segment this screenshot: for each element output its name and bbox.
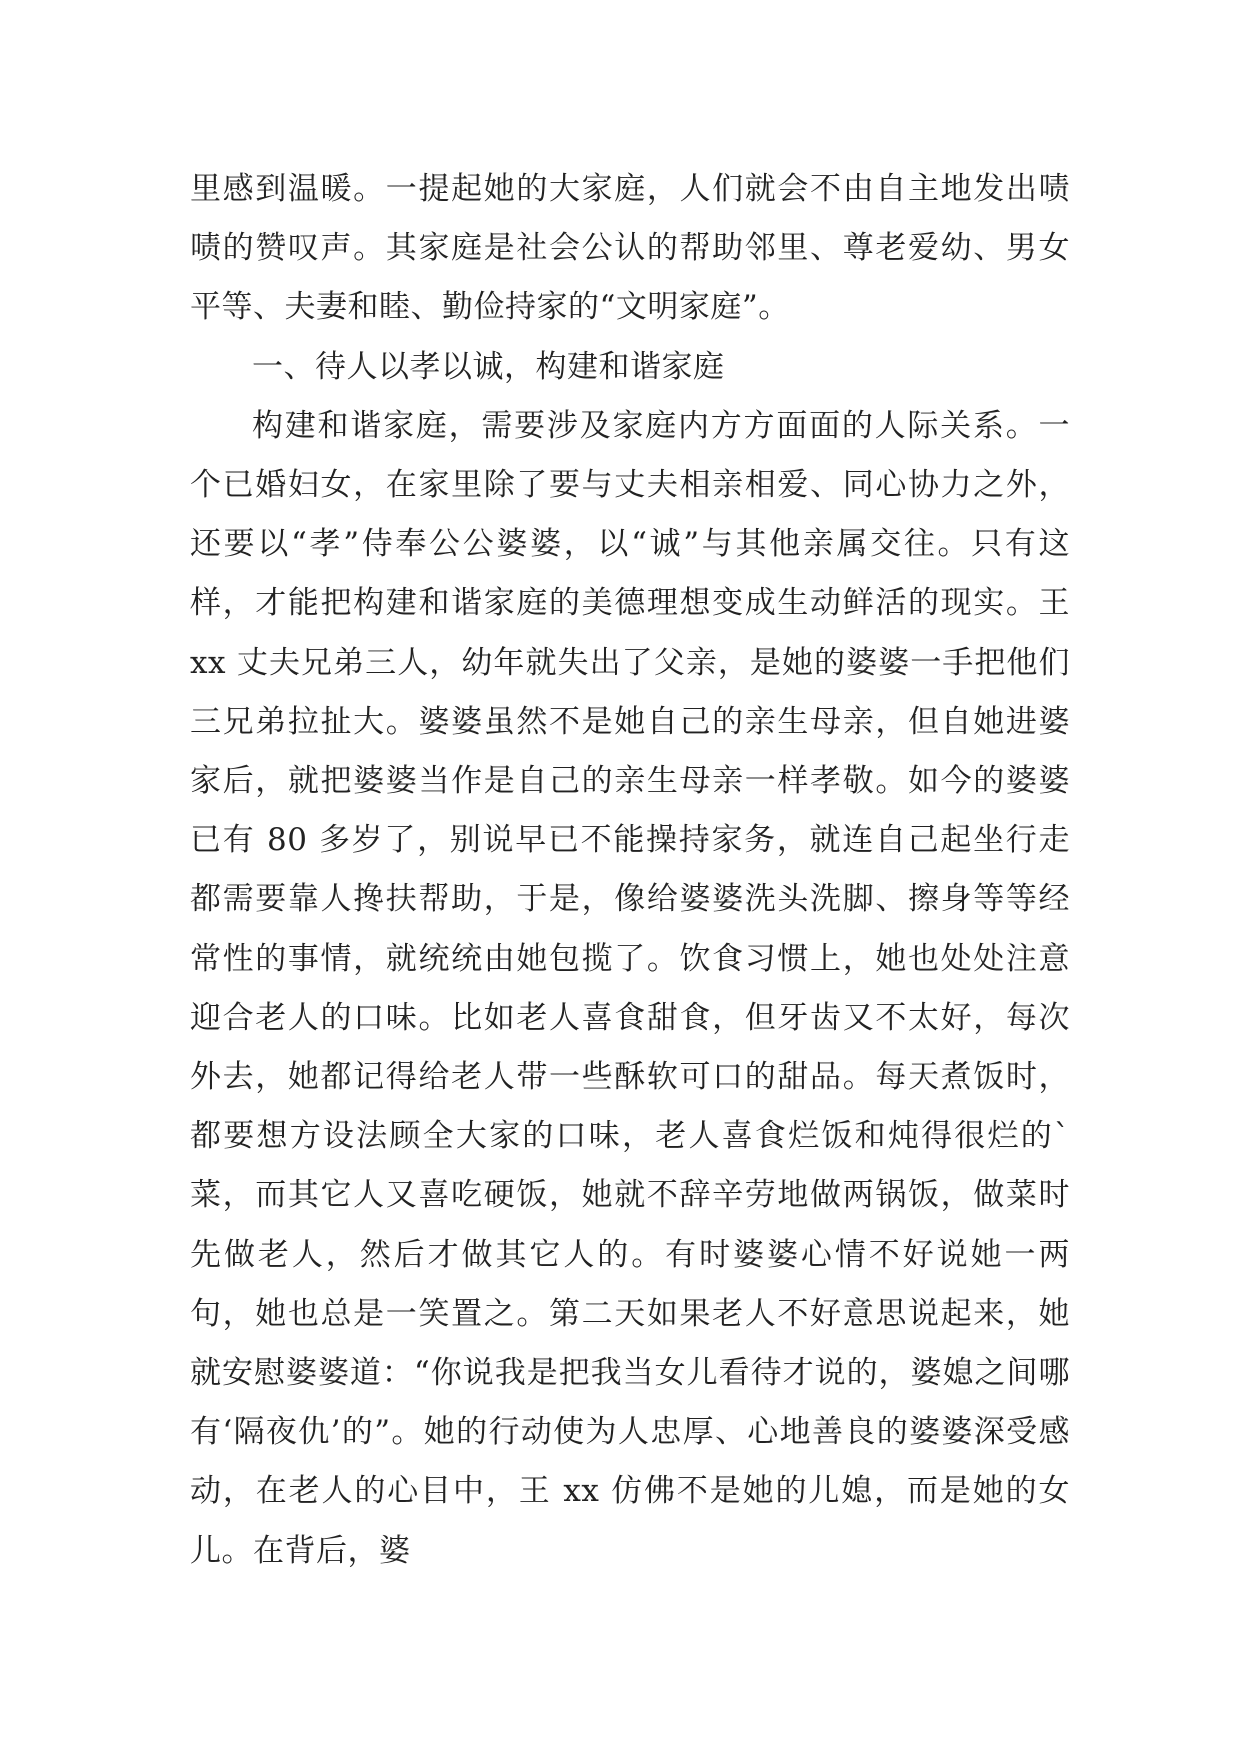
paragraph-body: 构建和谐家庭，需要涉及家庭内方方面面的人际关系。一个已婚妇女，在家里除了要与丈夫相亲相爱、同心协力之外，还要以“孝”侍奉公公婆婆，以“诚”与其他亲属交往。只有这样，才能把构建和谐家庭的美德理想变成生动鲜活的现实。王 xx 丈夫兄弟三人，幼年就失出了父亲，是她的婆婆一手把他们三兄弟拉扯大。婆婆虽然不是她自己的亲生母亲，但自她进婆家后，就把婆婆当作是自己的亲生母亲一样孝敬。如今的婆婆已有 80 多岁了，别说早已不能操持家务，就连自己起坐行走都需要靠人搀扶帮助，于是，像给婆婆洗头洗脚、擦身等等经常性的事情，就统统由她包揽了。饮食习惯上，她也处处注意迎合老人的口味。比如老人喜食甜食，但牙齿又不太好，每次外去，她都记得给老人带一些酥软可口的甜品。每天煮饭时，都要想方设法顾全大家的口味，老人喜食烂饭和炖得很烂的`菜，而其它人又喜吃硬饭，她就不辞辛劳地做两锅饭，做菜时先做老人，然后才做其它人的。有时婆婆心情不好说她一两句，她也总是一笑置之。第二天如果老人不好意思说起来，她就安慰婆婆道：“你说我是把我当女儿看待才说的，婆媳之间哪有‘隔夜仇’的”。她的行动使为人忠厚、心地善良的婆婆深受感动，在老人的心目中，王 xx 仿佛不是她的儿媳，而是她的女儿。在背后，婆	[190, 407, 1070, 1569]
section-heading: 一、待人以孝以诚，构建和谐家庭	[252, 348, 725, 385]
paragraph-intro: 里感到温暖。一提起她的大家庭，人们就会不由自主地发出啧啧的赞叹声。其家庭是社会公认的帮助邻里、尊老爱幼、男女平等、夫妻和睦、勤俭持家的“文明家庭”。	[190, 171, 1070, 326]
document-body	[190, 160, 1070, 1581]
